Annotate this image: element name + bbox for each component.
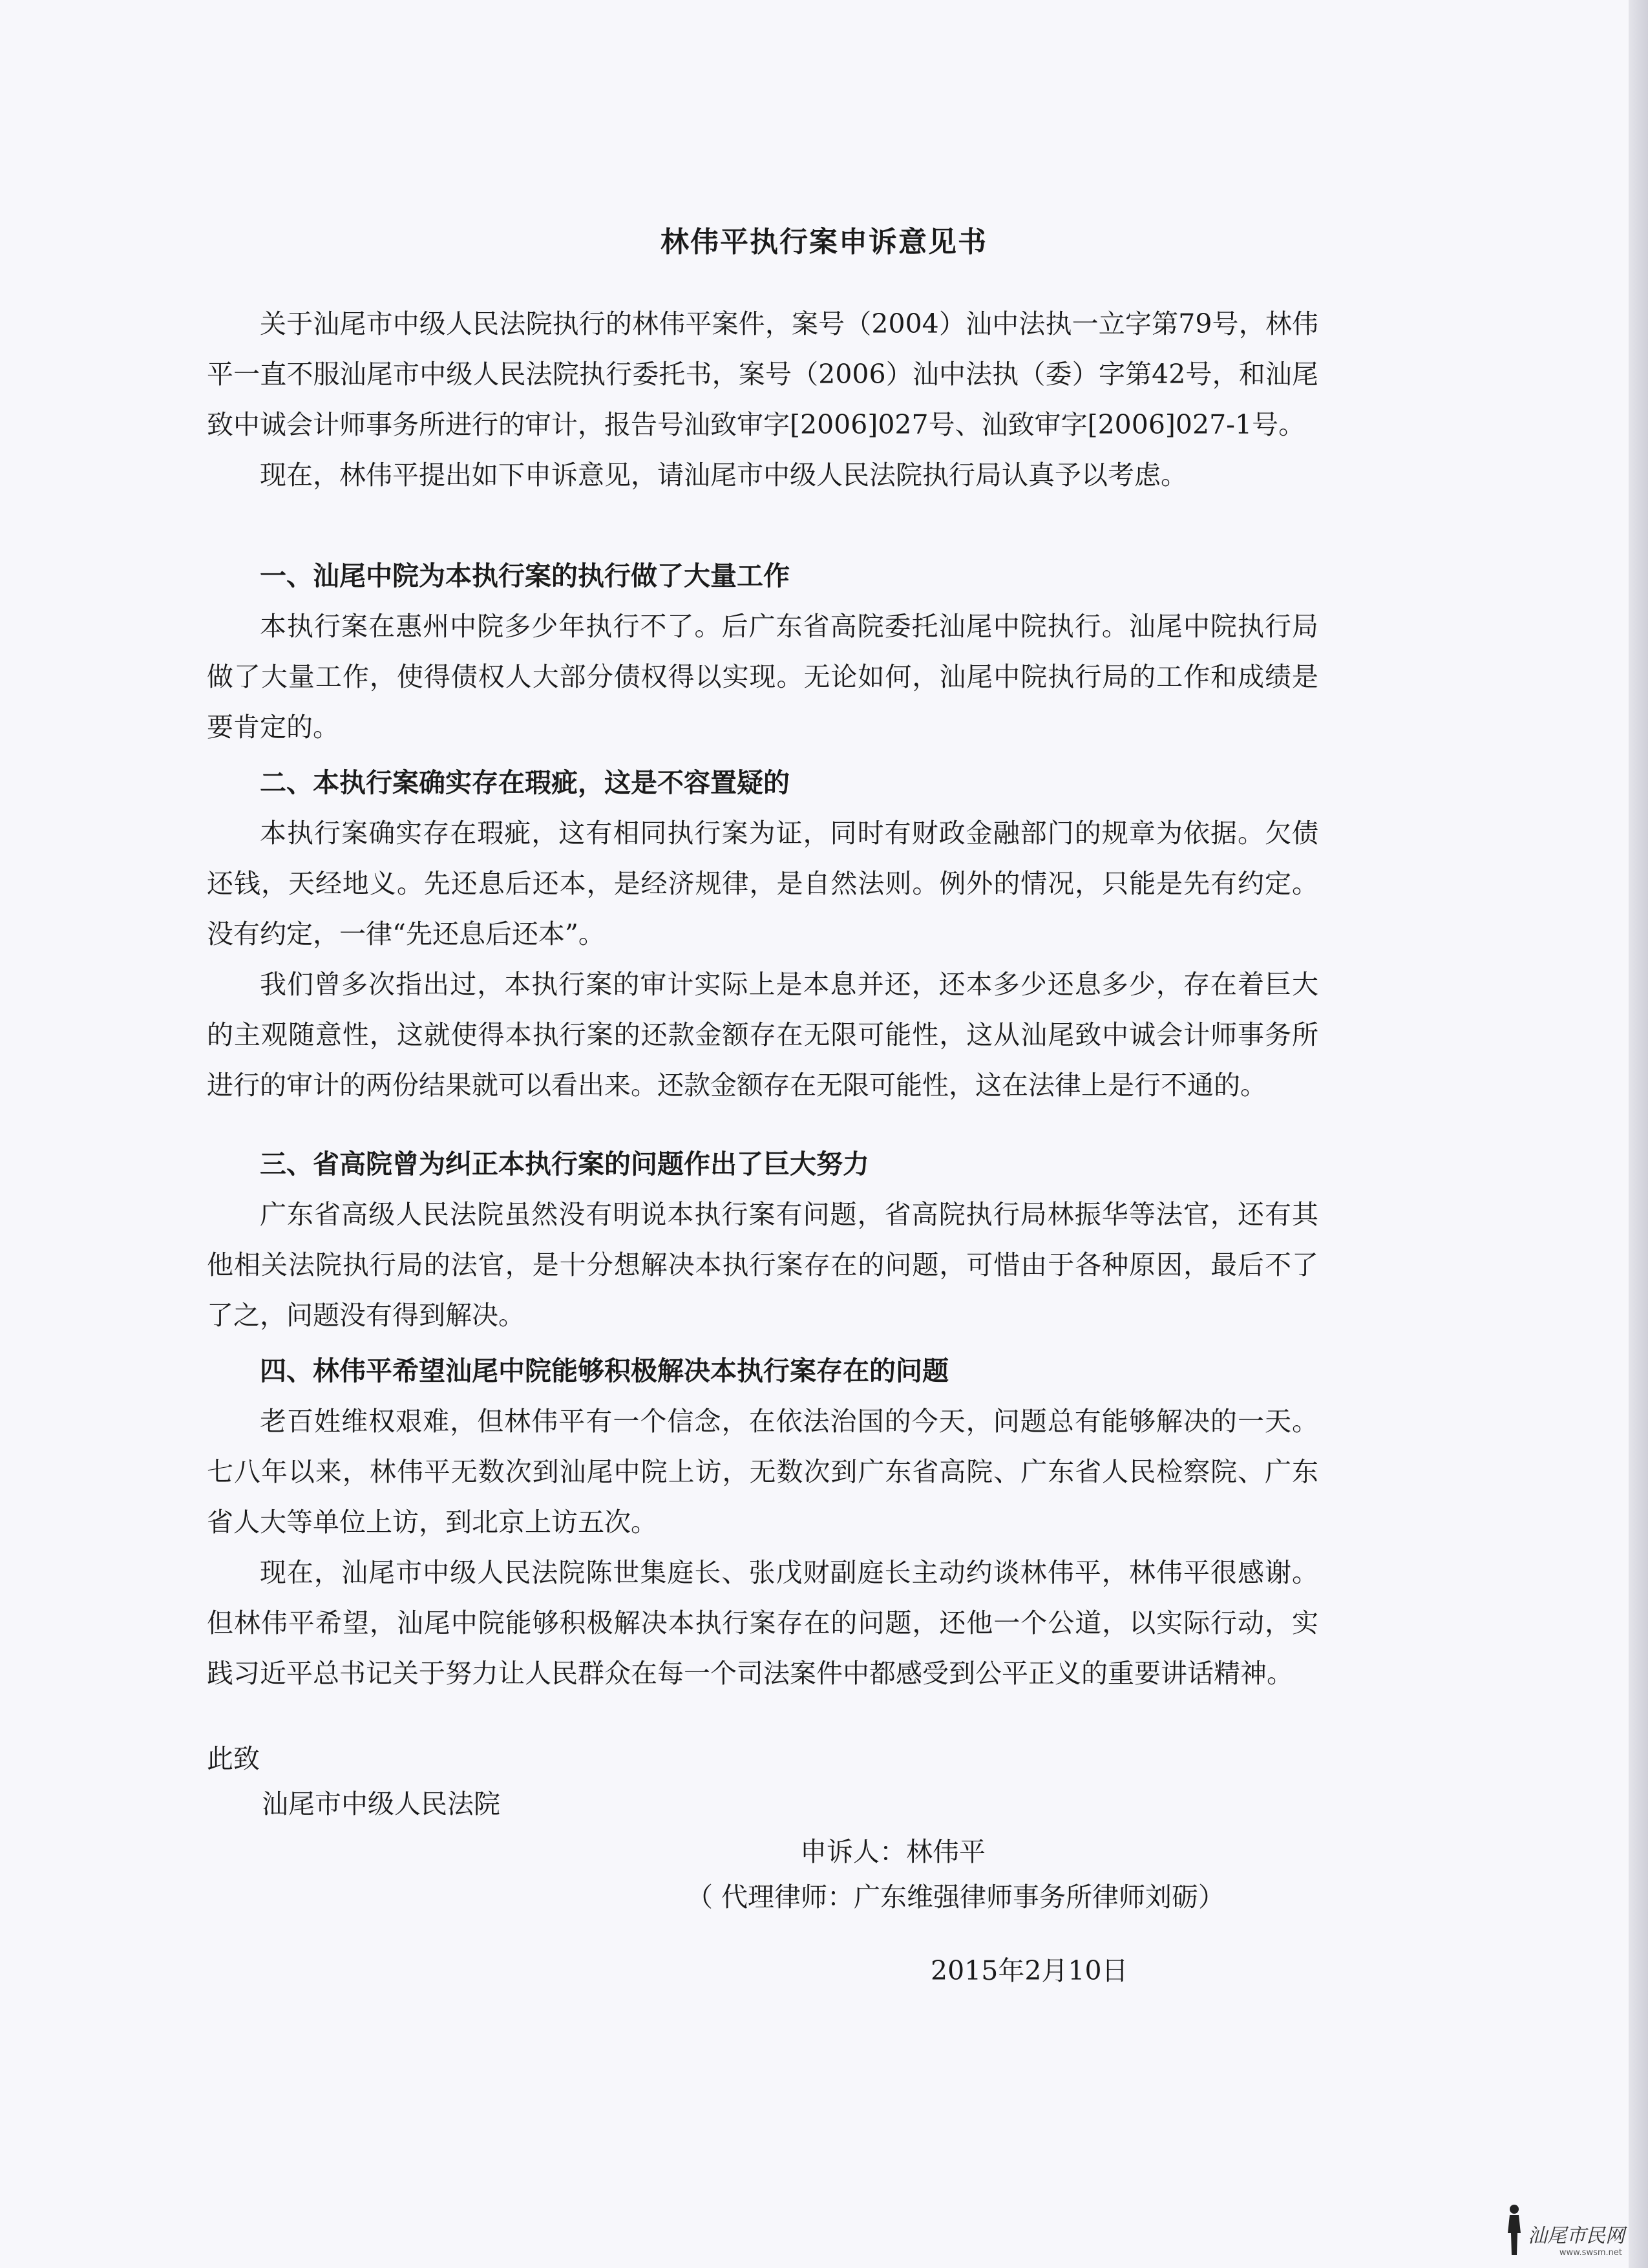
section-3-paragraph-1: 广东省高级人民法院虽然没有明说本执行案有问题，省高院执行局林振华等法官，还有其他相关法院执行局的法官，是十分想解决本执行案存在的问题，可惜由于各种原因，最后不了了之，问题没有得到解决。 [207,1199,1318,1331]
watermark-text: 汕尾市民网 [1528,2225,1625,2247]
appellant-signature: 申诉人：林伟平 [800,1836,986,1867]
watermark-subtext: www.swsm.net [1559,2248,1622,2258]
intro-paragraph-2: 现在，林伟平提出如下申诉意见，请汕尾市中级人民法院执行局认真予以考虑。 [260,460,1187,491]
section-4-paragraph-2: 现在，汕尾市中级人民法院陈世集庭长、张戊财副庭长主动约谈林伟平，林伟平很感谢。但林伟平希望，汕尾中院能够积极解决本执行案存在的问题，还他一个公道，以实际行动，实践习近平总书记关于努力让人民群众在每一个司法案件中都感受到公平正义的重要讲话精神。 [207,1557,1318,1689]
lawyer-info: （ 代理律师：广东维强律师事务所律师刘砺） [686,1881,1225,1913]
intro-paragraph-1: 关于汕尾市中级人民法院执行的林伟平案件，案号（2004）汕中法执一立字第79号，林伟平一直不服汕尾市中级人民法院执行委托书，案号（2006）汕中法执（委）字第42号，和汕尾致中诚会计师事务所进行的审计，报告号汕致审字[2006]027号、汕致审字[2006]027-1号。 [207,308,1318,440]
section-4 [207,1346,1318,1699]
document-title: 林伟平执行案申诉意见书 [660,226,988,259]
section-1-heading: 一、汕尾中院为本执行案的执行做了大量工作 [260,560,790,591]
closing-salutation: 此致 [207,1743,260,1774]
section-1 [207,551,1318,752]
section-2-paragraph-2: 我们曾多次指出过，本执行案的审计实际上是本息并还，还本多少还息多少，存在着巨大的主观随意性，这就使得本执行案的还款金额存在无限可能性，这从汕尾致中诚会计师事务所进行的审计的两份结果就可以看出来。还款金额存在无限可能性，这在法律上是行不通的。 [207,969,1318,1101]
section-4-heading: 四、林伟平希望汕尾中院能够积极解决本执行案存在的问题 [260,1355,949,1386]
section-2-heading: 二、本执行案确实存在瑕疵，这是不容置疑的 [260,767,790,798]
section-2-paragraph-1: 本执行案确实存在瑕疵，这有相同执行案为证，同时有财政金融部门的规章为依据。欠债还钱，天经地义。先还息后还本，是经济规律，是自然法则。例外的情况，只能是先有约定。没有约定，一律“先还息后还本”。 [207,818,1318,949]
section-2 [207,758,1318,1110]
document-date: 2015年2月10日 [931,1955,1128,1986]
intro-block [207,299,1318,500]
section-1-paragraph-1: 本执行案在惠州中院多少年执行不了。后广东省高院委托汕尾中院执行。汕尾中院执行局做了大量工作，使得债权人大部分债权得以实现。无论如何，汕尾中院执行局的工作和成绩是要肯定的。 [207,611,1318,743]
recipient: 汕尾市中级人民法院 [262,1788,500,1819]
section-3 [207,1139,1318,1341]
section-3-heading: 三、省高院曾为纠正本执行案的问题作出了巨大努力 [260,1149,869,1180]
section-4-paragraph-1: 老百姓维权艰难，但林伟平有一个信念，在依法治国的今天，问题总有能够解决的一天。七八年以来，林伟平无数次到汕尾中院上访，无数次到广东省高院、广东省人民检察院、广东省人大等单位上访，到北京上访五次。 [207,1406,1318,1538]
person-silhouette-icon [1505,2203,1524,2256]
watermark-logo [1505,2203,1625,2256]
